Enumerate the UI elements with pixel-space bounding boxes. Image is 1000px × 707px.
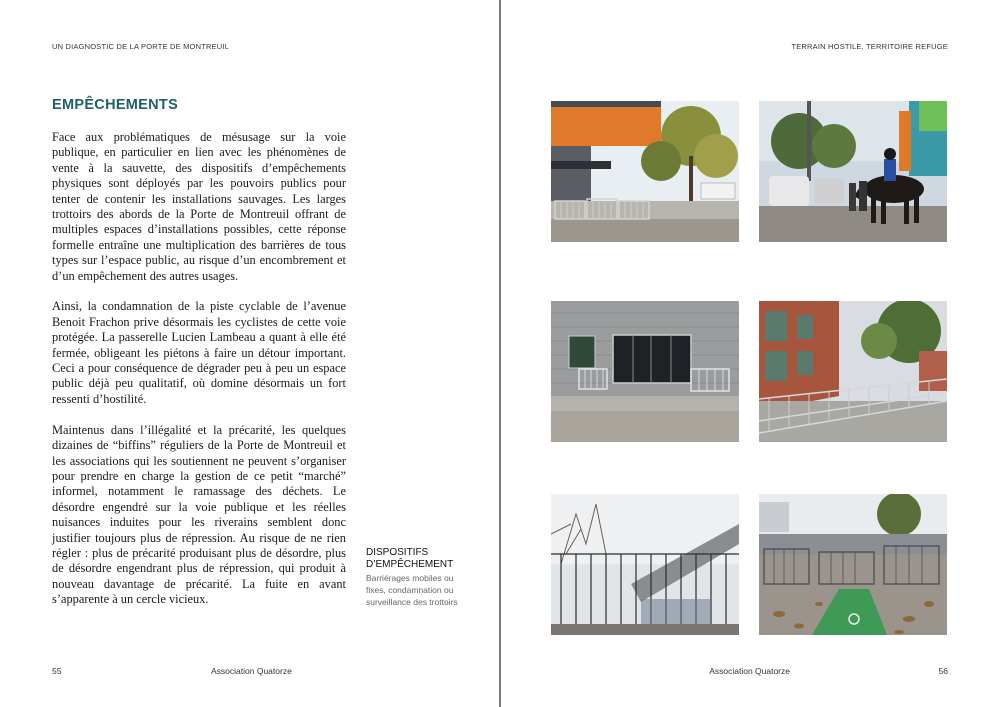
running-head-left: UN DIAGNOSTIC DE LA PORTE DE MONTREUIL	[52, 42, 230, 51]
photo-building-entrance-barriers	[551, 301, 739, 442]
caption-title: DISPOSITIFS D’EMPÊCHEMENT	[366, 547, 454, 570]
photo-mounted-police	[759, 101, 947, 242]
photo-brick-building-barrier-row	[759, 301, 947, 442]
photo-condemned-bike-lane	[759, 494, 947, 635]
body-text	[52, 130, 346, 623]
left-page	[0, 0, 499, 707]
section-title: EMPÊCHEMENTS	[52, 97, 179, 113]
photo-closed-footbridge-fence	[551, 494, 739, 635]
page-number-right: 56	[938, 666, 948, 676]
publisher-left: Association Quatorze	[211, 666, 292, 676]
paragraph-3: Maintenus dans l’illégalité et la précarité, les quelques dizaines de “biffins” réguliers de la Porte de Montreuil et les associations qui les soutiennent ne peuvent s’organiser pour prendre en charge la gestion de ce petit “marché” informel, notamment le ramassage des déchets. Le désordre engendré sur la voie publique et les réelles nuisances induites pour les riverains semblent donc justifier toujours plus de répression. Au risque de ne rien régler : plus de précarité produisant plus de désordre, plus de désordre engendrant plus de répression, qui produit à nouveau davantage de précarité. La fuite en avant s’apparente à un cercle vicieux.	[52, 422, 346, 607]
photo-caption	[366, 547, 466, 608]
photo-orange-building-barriers	[551, 101, 739, 242]
publisher-right: Association Quatorze	[709, 666, 790, 676]
caption-body: Barriérages mobiles ou fixes, condamnation ou surveillance des trottoirs	[366, 573, 458, 607]
page-number-left: 55	[52, 666, 62, 676]
paragraph-1: Face aux problématiques de mésusage sur la voie publique, en particulier en lien avec les phénomènes de vente à la sauvette, des dispositifs d’empêchements physiques sont déployés par les pouvoirs publics pour tenter de contenir les installations sauvages. Les larges trottoirs des abords de la Porte de Montreuil offrant de multiples espaces d’installations possibles, cette réponse formelle entraîne une multiplication des barrières de tous types sur l’espace public, au risque d’un encombrement et d’un empêchement des autres usages.	[52, 130, 346, 283]
running-head-right: TERRAIN HOSTILE, TERRITOIRE REFUGE	[791, 42, 948, 51]
paragraph-2: Ainsi, la condamnation de la piste cyclable de l’avenue Benoit Frachon prive désormais les cyclistes de cette voie protégée. La passerelle Lucien Lambeau a quant à elle été fermée, obligeant les piétons à faire un détour important. Ceci a pour conséquence de dégrader peu à peu un espace public déjà peu qualitatif, où domine désormais un fort ressenti d’hostilité.	[52, 299, 346, 406]
